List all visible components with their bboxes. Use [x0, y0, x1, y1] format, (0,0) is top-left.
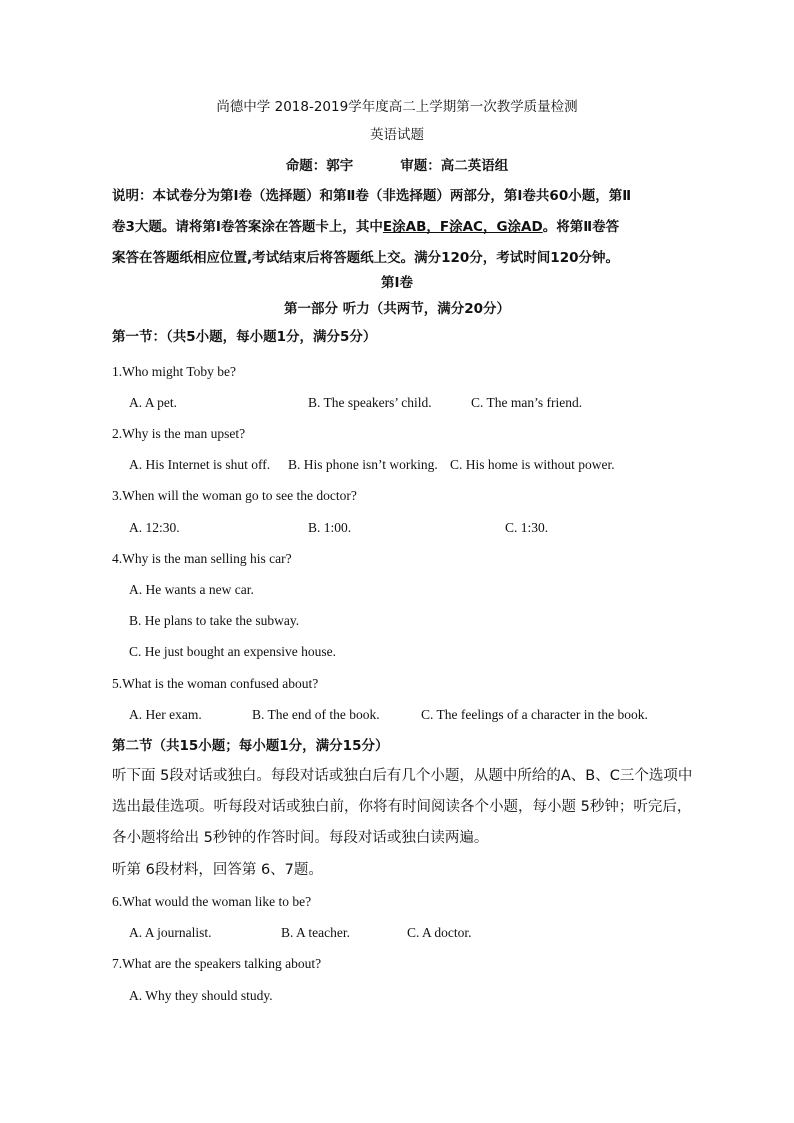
- question-2-option-c: C. His home is without power.: [450, 457, 615, 472]
- question-4: 4.Why is the man selling his car?: [112, 551, 292, 566]
- instructions-answer-codes: E涂AB，F涂AC，G涂AD: [382, 219, 543, 235]
- question-6: 6.What would the woman like to be?: [112, 894, 312, 909]
- question-5-option-a: A. Her exam.: [129, 707, 202, 722]
- exam-title: 尚德中学 2018-2019学年度高二上学期第一次教学质量检测: [216, 99, 578, 115]
- section-2-heading: 第二节（共15小题；每小题1分，满分15分）: [112, 738, 389, 754]
- instructions-line-2b: 。将第Ⅱ卷答: [542, 219, 620, 235]
- question-3-option-a: A. 12:30.: [129, 520, 180, 535]
- section-1-heading: 第一节：（共5小题，每小题1分，满分5分）: [112, 329, 377, 345]
- part-1-heading: 第一部分 听力（共两节，满分20分）: [284, 301, 510, 317]
- question-4-option-c: C. He just bought an expensive house.: [129, 644, 336, 659]
- question-6-option-c: C. A doctor.: [407, 925, 472, 940]
- question-3-option-b: B. 1:00.: [308, 520, 352, 535]
- question-5: 5.What is the woman confused about?: [112, 676, 319, 691]
- question-4-option-a: A. He wants a new car.: [129, 582, 254, 597]
- question-1-option-b: B. The speakers’ child.: [308, 395, 432, 410]
- question-7: 7.What are the speakers talking about?: [112, 956, 322, 971]
- question-3: 3.When will the woman go to see the doctor?: [112, 488, 357, 503]
- instructions-line-2: [112, 218, 619, 236]
- question-2: 2.Why is the man upset?: [112, 426, 246, 441]
- material-6-instruction: 听第 6段材料，回答第 6、7题。: [112, 862, 323, 878]
- question-1-option-a: A. A pet.: [129, 395, 178, 410]
- question-6-option-a: A. A journalist.: [129, 925, 212, 940]
- question-5-option-c: C. The feelings of a character in the book.: [421, 707, 648, 722]
- question-4-option-b: B. He plans to take the subway.: [129, 613, 300, 628]
- section-2-text-line-1: 听下面 5段对话或独白。每段对话或独白后有几个小题，从题中所给的A、B、C三个选项中: [112, 768, 693, 784]
- exam-authors: 命题：郭宇 审题：高二英语组: [285, 158, 509, 174]
- instructions-line-2a: 卷3大题。请将第Ⅰ卷答案涂在答题卡上，其中: [112, 219, 383, 235]
- exam-subtitle: 英语试题: [370, 127, 424, 143]
- question-2-option-a: A. His Internet is shut off.: [129, 457, 271, 472]
- question-5-option-b: B. The end of the book.: [252, 707, 380, 722]
- section-2-text-line-2: 选出最佳选项。听每段对话或独白前，你将有时间阅读各个小题，每小题 5秒钟；听完后，: [112, 799, 692, 815]
- section-2-text-line-3: 各小题将给出 5秒钟的作答时间。每段对话或独白读两遍。: [112, 830, 489, 846]
- question-2-option-b: B. His phone isn’t working.: [288, 457, 438, 472]
- question-6-option-b: B. A teacher.: [281, 925, 350, 940]
- question-7-option-a: A. Why they should study.: [129, 988, 273, 1003]
- question-1: 1.Who might Toby be?: [112, 364, 237, 379]
- question-3-option-c: C. 1:30.: [505, 520, 549, 535]
- instructions-line-3: 案答在答题纸相应位置,考试结束后将答题纸上交。满分120分，考试时间120分钟。: [112, 250, 619, 266]
- volume-heading: 第Ⅰ卷: [380, 275, 414, 291]
- question-1-option-c: C. The man’s friend.: [471, 395, 583, 410]
- instructions-line-1: 说明：本试卷分为第Ⅰ卷（选择题）和第Ⅱ卷（非选择题）两部分，第Ⅰ卷共60小题，第Ⅱ: [112, 188, 632, 204]
